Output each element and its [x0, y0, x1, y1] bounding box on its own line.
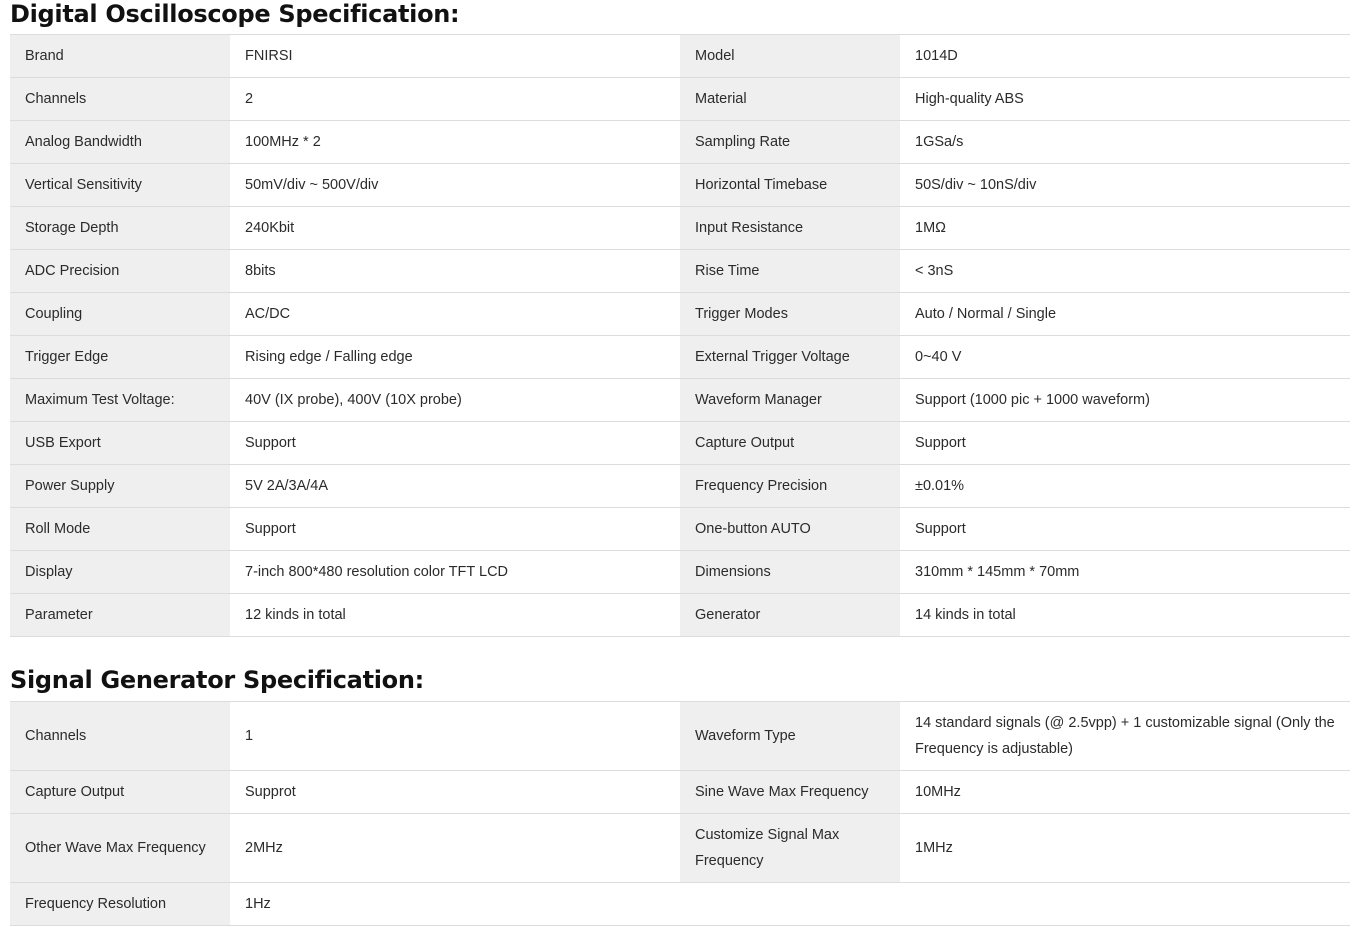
spec-value: AC/DC: [230, 293, 680, 336]
spec-value: 1MHz: [900, 814, 1350, 883]
oscilloscope-spec-rows: [10, 35, 1350, 637]
spec-value: 1GSa/s: [900, 121, 1350, 164]
spec-label: Sine Wave Max Frequency: [680, 771, 900, 814]
spec-row: [10, 121, 1350, 164]
spec-value: 10MHz: [900, 771, 1350, 814]
spec-row: [10, 814, 1350, 883]
spec-label: Horizontal Timebase: [680, 164, 900, 207]
spec-label: Channels: [10, 702, 230, 771]
spec-label: Roll Mode: [10, 508, 230, 551]
oscilloscope-spec-title: Digital Oscilloscope Specification:: [10, 0, 460, 28]
spec-label: Frequency Precision: [680, 465, 900, 508]
spec-label: Sampling Rate: [680, 121, 900, 164]
spec-value: 1Hz: [230, 883, 680, 926]
spec-value: 8bits: [230, 250, 680, 293]
spec-value: 240Kbit: [230, 207, 680, 250]
spec-value: Support: [900, 508, 1350, 551]
spec-label: Customize Signal Max Frequency: [680, 814, 900, 883]
spec-label: Material: [680, 78, 900, 121]
spec-value: Supprot: [230, 771, 680, 814]
spec-value: 1014D: [900, 35, 1350, 78]
spec-value: 100MHz * 2: [230, 121, 680, 164]
spec-label: Capture Output: [10, 771, 230, 814]
spec-row: [10, 771, 1350, 814]
spec-label: Generator: [680, 594, 900, 637]
spec-label: One-button AUTO: [680, 508, 900, 551]
spec-label: Parameter: [10, 594, 230, 637]
spec-row: [10, 551, 1350, 594]
spec-value: 7-inch 800*480 resolution color TFT LCD: [230, 551, 680, 594]
spec-row: [10, 594, 1350, 637]
spec-value: 40V (IX probe), 400V (10X probe): [230, 379, 680, 422]
spec-label: Storage Depth: [10, 207, 230, 250]
spec-row: [10, 336, 1350, 379]
spec-row: [10, 250, 1350, 293]
spec-value: 14 kinds in total: [900, 594, 1350, 637]
spec-label: Coupling: [10, 293, 230, 336]
spec-label: Dimensions: [680, 551, 900, 594]
spec-value: 1MΩ: [900, 207, 1350, 250]
spec-label: Maximum Test Voltage:: [10, 379, 230, 422]
spec-label: ADC Precision: [10, 250, 230, 293]
spec-value: Auto / Normal / Single: [900, 293, 1350, 336]
spec-label: Input Resistance: [680, 207, 900, 250]
spec-value: < 3nS: [900, 250, 1350, 293]
spec-value: 2: [230, 78, 680, 121]
spec-row: [10, 78, 1350, 121]
spec-value: ±0.01%: [900, 465, 1350, 508]
spec-label: Trigger Modes: [680, 293, 900, 336]
spec-row: [10, 702, 1350, 771]
oscilloscope-spec-table: [10, 34, 1350, 637]
generator-spec-title: Signal Generator Specification:: [10, 666, 424, 694]
spec-value: Rising edge / Falling edge: [230, 336, 680, 379]
empty-cell: [680, 883, 1350, 926]
spec-value: 2MHz: [230, 814, 680, 883]
spec-value: Support: [230, 422, 680, 465]
spec-value: 5V 2A/3A/4A: [230, 465, 680, 508]
spec-label: Other Wave Max Frequency: [10, 814, 230, 883]
spec-label: Trigger Edge: [10, 336, 230, 379]
generator-spec-table: [10, 701, 1350, 926]
spec-label: Rise Time: [680, 250, 900, 293]
spec-value: 14 standard signals (@ 2.5vpp) + 1 customizable signal (Only the Frequency is adjustable): [900, 702, 1350, 771]
spec-label: Channels: [10, 78, 230, 121]
spec-value: FNIRSI: [230, 35, 680, 78]
spec-value: 310mm * 145mm * 70mm: [900, 551, 1350, 594]
spec-value: 1: [230, 702, 680, 771]
spec-row: [10, 883, 1350, 926]
spec-value: 50mV/div ~ 500V/div: [230, 164, 680, 207]
spec-label: Display: [10, 551, 230, 594]
spec-value: 12 kinds in total: [230, 594, 680, 637]
spec-row: [10, 465, 1350, 508]
spec-value: 0~40 V: [900, 336, 1350, 379]
spec-label: Model: [680, 35, 900, 78]
spec-value: Support: [900, 422, 1350, 465]
spec-row: [10, 293, 1350, 336]
spec-row: [10, 207, 1350, 250]
spec-value: High-quality ABS: [900, 78, 1350, 121]
spec-label: Capture Output: [680, 422, 900, 465]
spec-label: External Trigger Voltage: [680, 336, 900, 379]
spec-value: Support: [230, 508, 680, 551]
spec-row: [10, 164, 1350, 207]
spec-label: Waveform Type: [680, 702, 900, 771]
spec-label: Brand: [10, 35, 230, 78]
spec-label: Vertical Sensitivity: [10, 164, 230, 207]
spec-label: Analog Bandwidth: [10, 121, 230, 164]
spec-row: [10, 379, 1350, 422]
spec-label: USB Export: [10, 422, 230, 465]
spec-label: Frequency Resolution: [10, 883, 230, 926]
spec-label: Power Supply: [10, 465, 230, 508]
spec-label: Waveform Manager: [680, 379, 900, 422]
spec-value: 50S/div ~ 10nS/div: [900, 164, 1350, 207]
spec-row: [10, 35, 1350, 78]
spec-row: [10, 508, 1350, 551]
spec-value: Support (1000 pic + 1000 waveform): [900, 379, 1350, 422]
spec-row: [10, 422, 1350, 465]
generator-spec-rows: [10, 702, 1350, 926]
